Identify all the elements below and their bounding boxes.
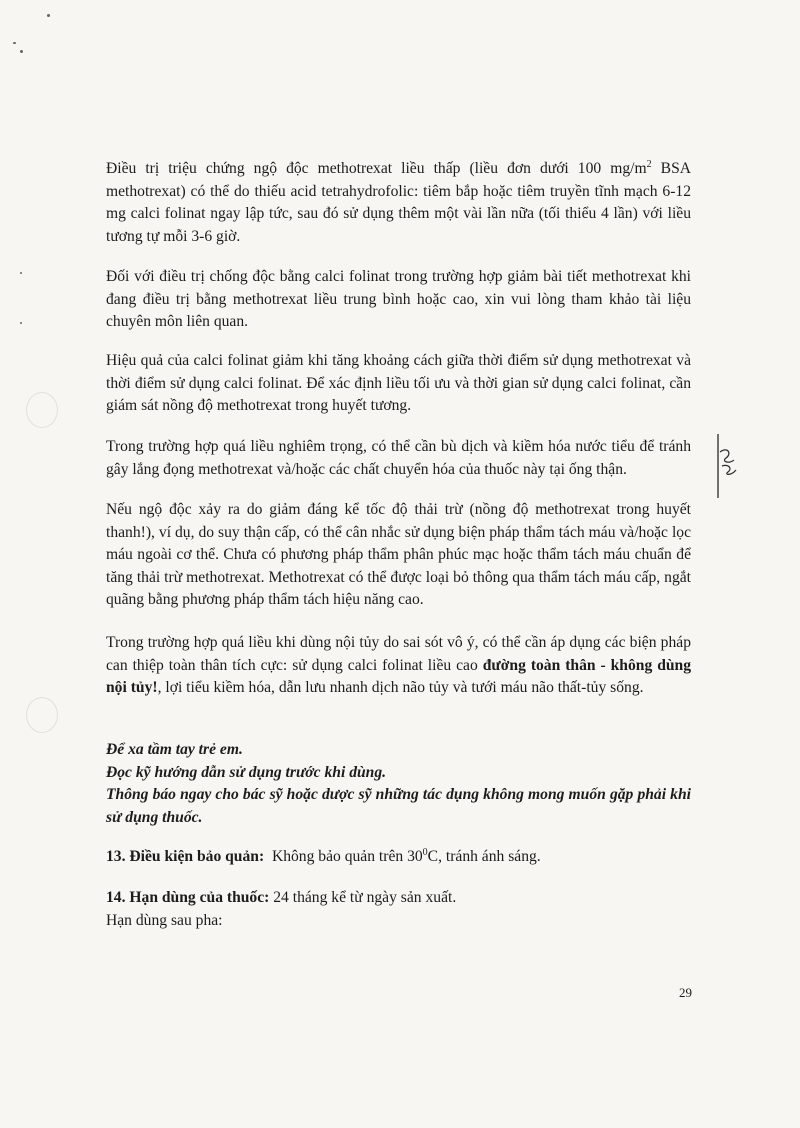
paragraph-reduced-excretion: Đối với điều trị chống độc bằng calci folinat trong trường hợp giảm bài tiết methotrexat khi đang điều trị bằng methotrexat liều trung bình hoặc cao, xin vui lòng tham khảo tài liệu chuyên môn liên quan.	[106, 268, 691, 330]
paragraph-renal-failure: Nếu ngộ độc xảy ra do giảm đáng kể tốc độ thải trừ (nồng độ methotrexat trong huyết thanh!), ví dụ, do suy thận cấp, có thể cân nhắc sử dụng biện pháp thẩm tách máu và/hoặc lọc máu ngoài cơ thể. Chưa có phương pháp thẩm phân phúc mạc hoặc thẩm tách máu chuẩn để tăng thải trừ methotrexat. Methotrexat có thể được loại bỏ thông qua thẩm tách máu cấp, ngắt quãng bằng phương pháp thẩm tách hiệu năng cao.	[106, 501, 691, 608]
warning-read-instructions: Đọc kỹ hướng dẫn sử dụng trước khi dùng.	[106, 763, 387, 781]
page-number: 29	[679, 985, 692, 1000]
paragraph-severe-overdose: Trong trường hợp quá liều nghiêm trọng, có thể cần bù dịch và kiềm hóa nước tiểu để tránh gây lắng đọng methotrexat và/hoặc các chất chuyển hóa của thuốc này tại ống thận.	[106, 438, 691, 478]
section-14-label: 14. Hạn dùng của thuốc:	[106, 889, 270, 906]
scan-dot	[13, 42, 16, 44]
scan-dot	[20, 272, 22, 274]
punch-hole-mark	[26, 697, 58, 733]
section-13-label: 13. Điều kiện bảo quản:	[106, 848, 265, 865]
handwritten-initial-mark	[706, 432, 746, 502]
warning-keep-away: Để xa tầm tay trẻ em.	[106, 741, 243, 758]
paragraph-efficacy: Hiệu quả của calci folinat giảm khi tăng khoảng cách giữa thời điểm sử dụng methotrexat và thời điểm sử dụng calci folinat. Để xác định liều tối ưu và thời gian sử dụng calci folinat, cần giám sát nồng độ methotrexat trong huyết tương.	[106, 352, 691, 414]
scan-dot	[47, 14, 50, 17]
scan-dot	[20, 50, 23, 53]
paragraph-intrathecal-overdose: Trong trường hợp quá liều khi dùng nội tủy do sai sót vô ý, có thể cần áp dụng các biện pháp can thiệp toàn thân tích cực: sử dụng calci folinat liều cao đường toàn thân - không dùng nội tủy!, lợi tiểu kiềm hóa, dẫn lưu nhanh dịch não tủy và tưới máu não thất-tủy sống.	[106, 634, 692, 696]
warning-report-effects: Thông báo ngay cho bác sỹ hoặc dược sỹ những tác dụng không mong muốn gặp phải khi sử dụng thuốc.	[106, 786, 691, 826]
warning-block	[106, 739, 691, 829]
punch-hole-mark	[26, 392, 58, 428]
shelf-life-after-reconstitution: Hạn dùng sau pha:	[106, 911, 223, 929]
section-13-storage: 13. Điều kiện bảo quản: Không bảo quản trên $30^0C$, tránh ánh sáng.	[106, 846, 541, 865]
scan-dot	[20, 322, 22, 324]
section-14-shelf-life: 14. Hạn dùng của thuốc: 24 tháng kể từ ngày sản xuất. Hạn dùng sau pha:	[106, 887, 456, 932]
paragraph-low-dose-treatment: Điều trị triệu chứng ngộ độc methotrexat liều thấp (liều đơn dưới 100 $mg/m^2$ BSA methotrexat) có thể do thiếu acid tetrahydrofolic: tiêm bắp hoặc tiêm truyền tĩnh mạch 6-12 mg calci folinat ngay lập tức, sau đó sử dụng thêm một vài lần nữa (tối thiểu 4 lần) với liều tương tự mỗi 3-6 giờ.	[106, 158, 691, 245]
